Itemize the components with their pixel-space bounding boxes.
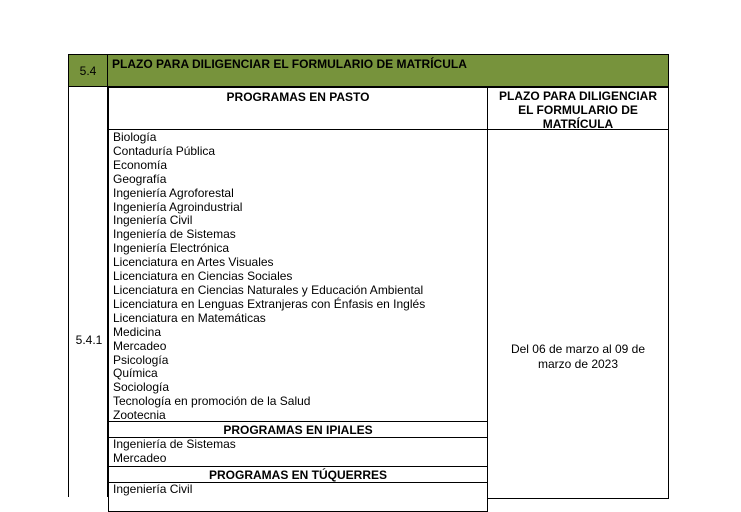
program-item: Mercadeo: [113, 450, 167, 465]
header-programs-tuquerres: PROGRAMAS EN TÚQUERRES: [108, 466, 488, 483]
section-title: PLAZO PARA DILIGENCIAR EL FORMULARIO DE MATRÍCULA: [108, 54, 669, 87]
program-item: Química: [113, 366, 158, 381]
plazo-text: Del 06 de marzo al 09 de marzo de 2023: [510, 342, 646, 371]
program-item: Licenciatura en Matemáticas: [113, 310, 266, 325]
section-number: 5.4: [68, 54, 108, 87]
subsection-number-cell: [68, 87, 108, 497]
program-item: Mercadeo: [113, 338, 167, 353]
program-item: Licenciatura en Ciencias Sociales: [113, 269, 293, 284]
program-item: Ingeniería Civil: [113, 213, 193, 228]
program-item: Ingeniería Electrónica: [113, 241, 230, 256]
program-item: Sociología: [113, 380, 170, 395]
program-item: Biología: [113, 130, 157, 144]
header-programs-pasto: PROGRAMAS EN PASTO: [108, 87, 488, 130]
program-item: Ingeniería de Sistemas: [113, 227, 236, 242]
program-item: Zootecnia: [113, 408, 166, 423]
program-item: Ingeniería de Sistemas: [113, 437, 236, 451]
program-item: Medicina: [113, 324, 162, 339]
header-plazo: PLAZO PARA DILIGENCIAR EL FORMULARIO DE MATRÍCULA: [487, 87, 669, 130]
pasto-program-list: [108, 129, 488, 422]
ipiales-program-list: [108, 437, 488, 467]
subsection-number: 5.4.1: [75, 333, 103, 347]
program-item: Ingeniería Civil: [113, 482, 193, 496]
tuquerres-program-list: [108, 482, 488, 512]
plazo-cell: [487, 129, 669, 499]
program-item: Contaduría Pública: [113, 143, 216, 158]
program-item: Licenciatura en Artes Visuales: [113, 255, 274, 270]
program-item: Licenciatura en Ciencias Naturales y Educación Ambiental: [113, 282, 424, 297]
header-programs-ipiales: PROGRAMAS EN IPIALES: [108, 421, 488, 438]
program-item: Geografía: [113, 171, 167, 186]
program-item: Licenciatura en Lenguas Extranjeras con Énfasis en Inglés: [113, 296, 426, 311]
program-item: Psicología: [113, 352, 169, 367]
schedule-table: [108, 87, 669, 497]
program-item: Ingeniería Agroforestal: [113, 185, 234, 200]
program-item: Economía: [113, 157, 168, 172]
program-item: Ingeniería Agroindustrial: [113, 199, 243, 214]
program-item: Tecnología en promoción de la Salud: [113, 394, 311, 409]
